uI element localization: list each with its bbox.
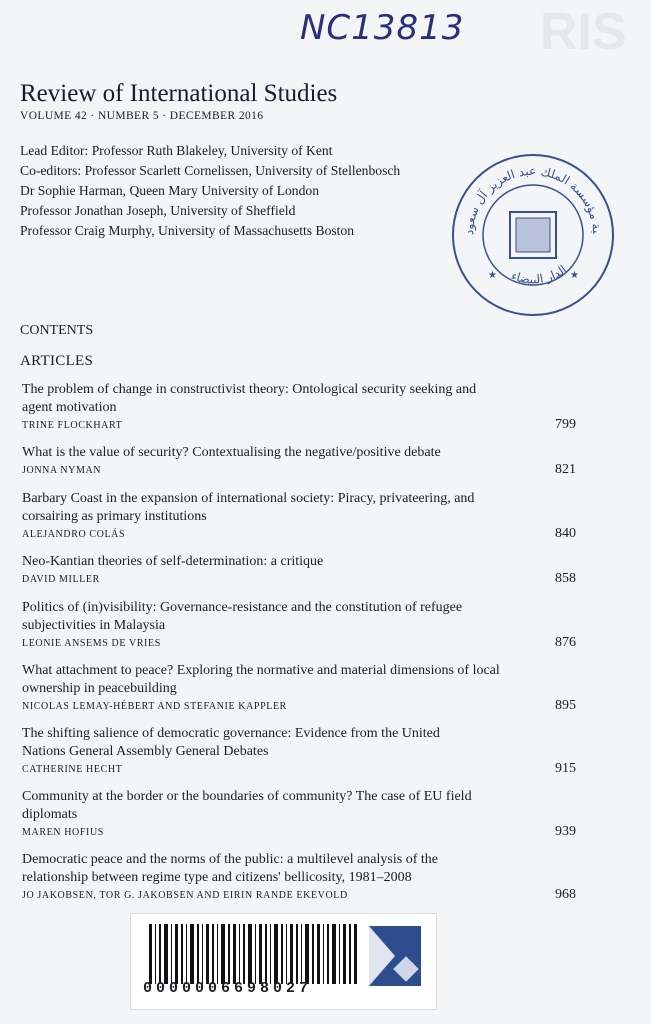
editor-line: Co-editors: Professor Scarlett Cornelissen, University of Stellenbosch [20, 163, 401, 178]
article-title: The problem of change in constructivist theory: Ontological security seeking and agent motivation [22, 382, 477, 415]
library-stamp [448, 150, 618, 320]
editor-line: Professor Craig Murphy, University of Massachusetts Boston [20, 223, 355, 238]
library-logo-icon [369, 926, 421, 986]
editor-line: Dr Sophie Harman, Queen Mary University of London [20, 183, 319, 198]
article-entry [22, 599, 612, 649]
article-author: ALEJANDRO COLÁS [22, 529, 126, 540]
article-author: LEONIE ANSEMS DE VRIES [22, 638, 161, 649]
editor-line: Professor Jonathan Joseph, University of Sheffield [20, 203, 296, 218]
barcode-label [130, 913, 437, 1010]
article-title: The shifting salience of democratic governance: Evidence from the United Nations General Assembly General Debates [22, 726, 440, 759]
article-title: What attachment to peace? Exploring the normative and material dimensions of local ownership in peacebuilding [22, 663, 500, 696]
svg-text:★: ★ [488, 270, 497, 281]
article-title: Democratic peace and the norms of the public: a multilevel analysis of the relationship between regime type and citizens' bellicosity, 1981–2008 [22, 852, 438, 885]
article-entry [22, 662, 612, 712]
articles-heading: ARTICLES [20, 353, 94, 369]
barcode-bars [149, 924, 369, 984]
article-page-number: 840 [555, 526, 576, 541]
article-entry [22, 553, 612, 585]
article-author: JO JAKOBSEN, TOR G. JAKOBSEN AND EIRIN RANDE EKEVOLD [22, 890, 348, 901]
article-author: MAREN HOFIUS [22, 827, 104, 838]
article-author: JONNA NYMAN [22, 465, 102, 476]
article-author: TRINE FLOCKHART [22, 420, 123, 431]
article-entry [22, 381, 612, 431]
article-page-number: 799 [555, 417, 576, 432]
article-title: Politics of (in)visibility: Governance-resistance and the constitution of refugee subjectivities in Malaysia [22, 600, 463, 633]
article-page-number: 915 [555, 761, 576, 776]
article-entry [22, 725, 612, 775]
handwritten-note: NC13813 [300, 8, 465, 48]
barcode-digits: 0000006698027 [143, 980, 313, 997]
article-title: Barbary Coast in the expansion of international society: Piracy, privateering, and corsairing as primary institutions [22, 491, 475, 524]
editorial-board [20, 141, 400, 241]
article-page-number: 858 [555, 571, 576, 586]
svg-text:★: ★ [570, 270, 579, 281]
article-title: Community at the border or the boundaries of community? The case of EU field diplomats [22, 789, 472, 822]
article-page-number: 968 [555, 887, 576, 902]
issue-info: VOLUME 42 · NUMBER 5 · DECEMBER 2016 [20, 110, 264, 122]
article-entry [22, 851, 612, 901]
article-entry [22, 490, 612, 540]
editor-line: Lead Editor: Professor Ruth Blakeley, University of Kent [20, 143, 333, 158]
stamp-seal-icon [448, 150, 618, 320]
article-entry [22, 788, 612, 838]
article-page-number: 939 [555, 824, 576, 839]
article-title: Neo-Kantian theories of self-determination: a critique [22, 554, 324, 569]
bleed-through-text: RIS [540, 3, 627, 61]
article-author: DAVID MILLER [22, 574, 100, 585]
article-title: What is the value of security? Contextualising the negative/positive debate [22, 445, 441, 460]
contents-heading: CONTENTS [20, 323, 94, 338]
svg-text:الدار البيضاء [509, 262, 569, 286]
article-page-number: 821 [555, 462, 576, 477]
article-page-number: 876 [555, 635, 576, 650]
journal-title: Review of International Studies [20, 80, 338, 107]
article-entry [22, 444, 612, 476]
article-page-number: 895 [555, 698, 576, 713]
stamp-arc-text: بة مؤسسة الملك عبد العزيز آل سعود [461, 163, 605, 236]
article-author: NICOLAS LEMAY-HÉBERT AND STEFANIE KAPPLER [22, 701, 287, 712]
stamp-city-text: الدار البيضاء [509, 262, 570, 287]
article-author: CATHERINE HECHT [22, 764, 123, 775]
